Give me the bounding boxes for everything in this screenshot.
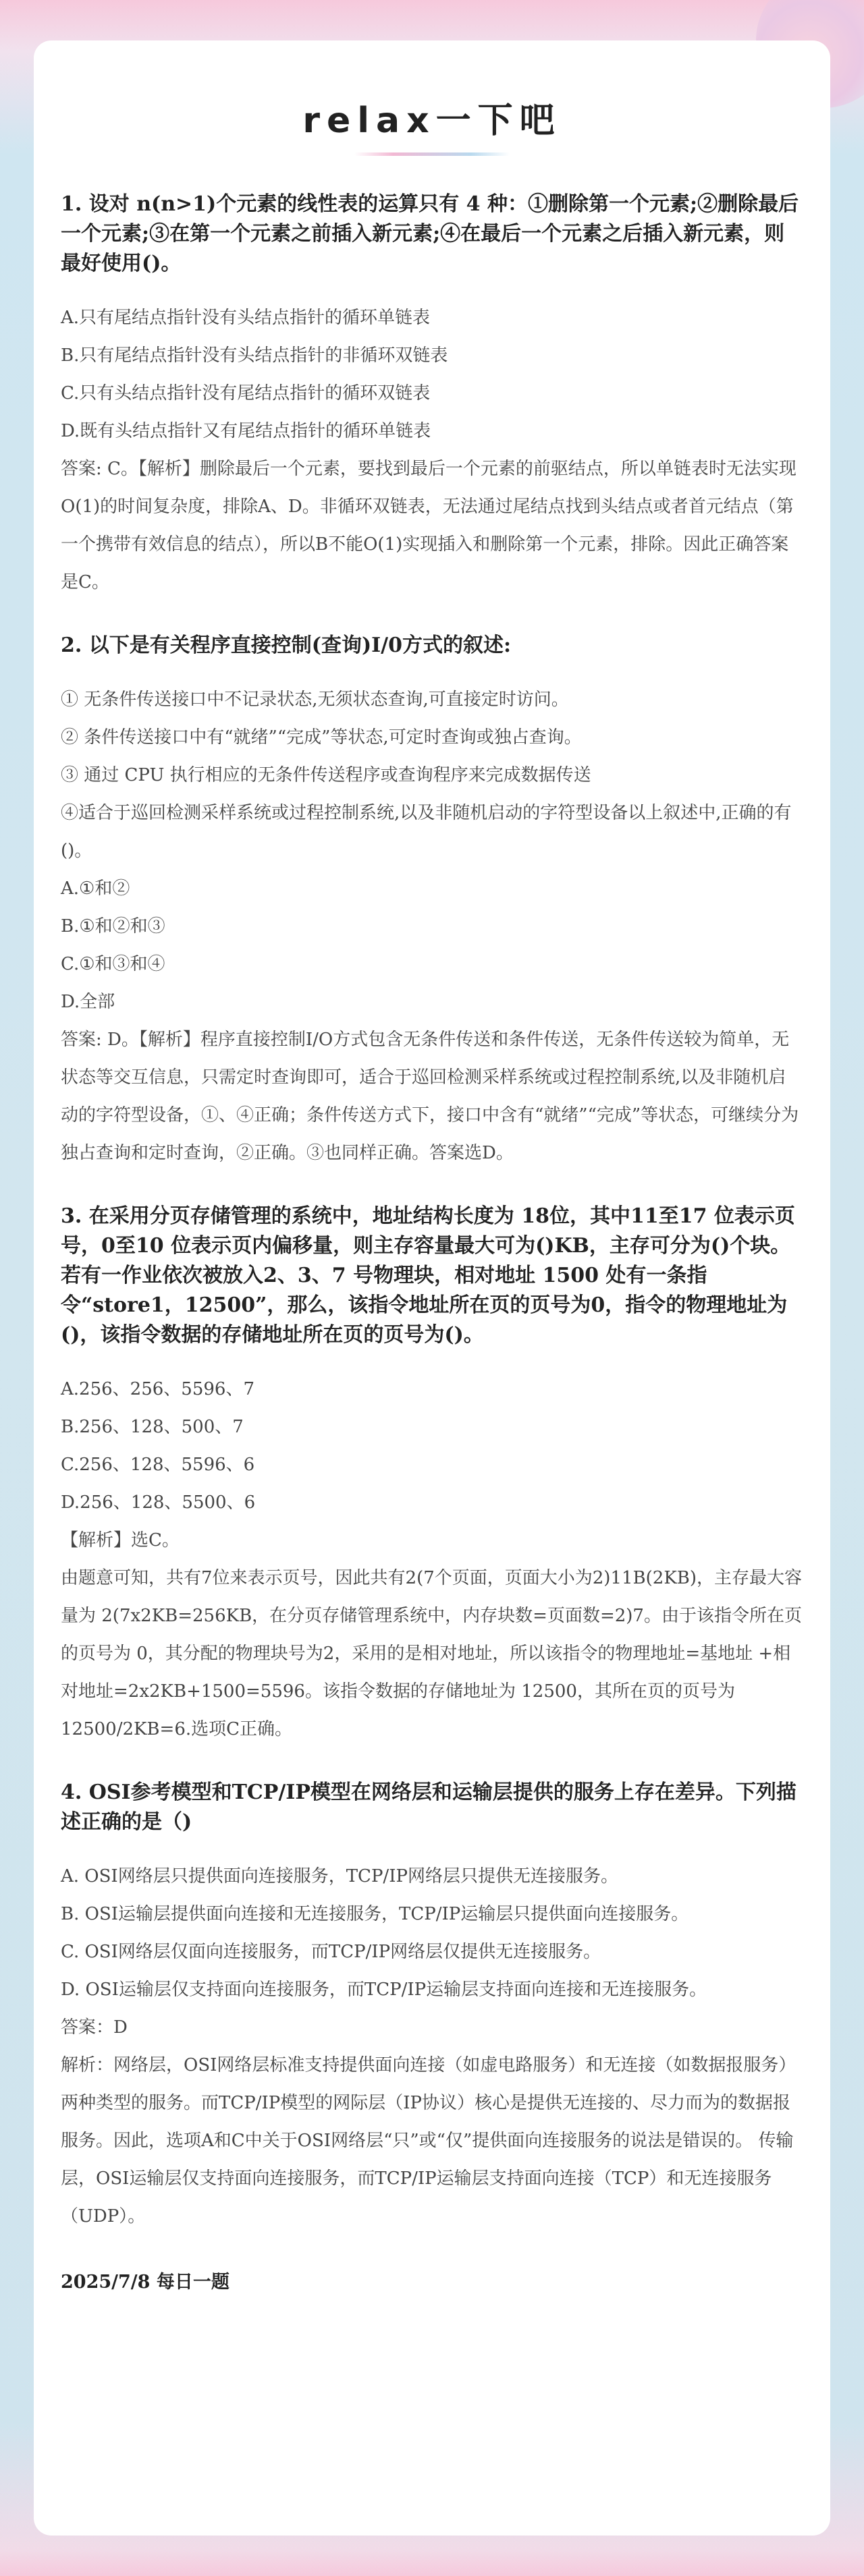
option-d: D.既有头结点指针又有尾结点指针的循环单链表: [61, 421, 431, 442]
answer-label: 答案：D: [61, 2017, 128, 2038]
statement-4: ④适合于巡回检测采样系统或过程控制系统,以及非随机启动的字符型设备以上叙述中,正确的有()。: [61, 803, 792, 862]
option-b: B.只有尾结点指针没有头结点指针的非循环双链表: [61, 345, 448, 366]
question-title: 4. OSI参考模型和TCP/IP模型在网络层和运输层提供的服务上存在差异。下列描述正确的是（): [61, 1781, 796, 1835]
option-c: C.256、128、5596、6: [61, 1455, 255, 1476]
question-title: 1. 设对 n(n>1)个元素的线性表的运算只有 4 种：①删除第一个元素;②删除最后一个元素;③在第一个元素之前插入新元素;④在最后一个元素之后插入新元素，则最好使用()。: [61, 192, 799, 276]
answer-explanation: 答案: C。【解析】删除最后一个元素，要找到最后一个元素的前驱结点，所以单链表时无法实现O(1)的时间复杂度，排除A、D。非循环双链表，无法通过尾结点找到头结点或者首元结点（第一个携带有效信息的结点），所以B不能O(1)实现插入和删除第一个元素，排除。因此正确答案是C。: [61, 459, 796, 593]
option-d: D. OSI运输层仅支持面向连接服务，而TCP/IP运输层支持面向连接和无连接服务。: [61, 1980, 707, 2000]
option-a: A.①和②: [61, 878, 130, 899]
option-a: A.256、256、5596、7: [61, 1379, 255, 1400]
option-c: C.①和③和④: [61, 954, 165, 975]
option-a: A. OSI网络层只提供面向连接服务，TCP/IP网络层只提供无连接服务。: [61, 1866, 618, 1887]
question-title: 2. 以下是有关程序直接控制(查询)I/0方式的叙述:: [61, 634, 512, 658]
title-underline: [354, 152, 510, 156]
option-b: B.256、128、500、7: [61, 1417, 244, 1438]
question-1: [61, 190, 803, 601]
option-c: C. OSI网络层仅面向连接服务，而TCP/IP网络层仅提供无连接服务。: [61, 1942, 601, 1963]
option-b: B. OSI运输层提供面向连接和无连接服务，TCP/IP运输层只提供面向连接服务。: [61, 1904, 689, 1925]
footer-date: 2025/7/8 每日一题: [61, 2272, 230, 2293]
question-3: [61, 1202, 803, 1748]
answer-explanation: 由题意可知，共有7位来表示页号，因此共有2(7个页面，页面大小为2)11B(2KB)，主存最大容量为 2(7x2KB=256KB，在分页存储管理系统中，内存块数=页面数=2)7。由于该指令所在页的页号为 0，其分配的物理块号为2，采用的是相对地址，所以该指令的物理地址=基地址 +相对地址=2x2KB+1500=5596。该指令数据的存储地址为 12500，其所在页的页号为12500/2KB=6.选项C正确。: [61, 1568, 803, 1740]
answer-explanation: 答案: D。【解析】程序直接控制I/O方式包含无条件传送和条件传送，无条件传送较为简单，无状态等交互信息，只需定时查询即可，适合于巡回检测采样系统或过程控制系统,以及非随机启动的字符型设备，①、④正确；条件传送方式下，接口中含有“就绪”“完成”等状态，可继续分为独占查询和定时查询，②正确。③也同样正确。答案选D。: [61, 1030, 799, 1164]
option-b: B.①和②和③: [61, 916, 165, 937]
statement-3: ③ 通过 CPU 执行相应的无条件传送程序或查询程序来完成数据传送: [61, 765, 591, 786]
statement-1: ① 无条件传送接口中不记录状态,无须状态查询,可直接定时访问。: [61, 690, 569, 710]
page-title: relax一下吧: [302, 101, 562, 141]
option-d: D.256、128、5500、6: [61, 1492, 256, 1513]
question-4: [61, 1778, 803, 2235]
answer-explanation: 解析：网络层，OSI网络层标准支持提供面向连接（如虚电路服务）和无连接（如数据报服务）两种类型的服务。而TCP/IP模型的网际层（IP协议）核心是提供无连接的、尽力而为的数据报服务。因此，选项A和C中关于OSI网络层“只”或“仅”提供面向连接服务的说法是错误的。 传输层，OSI运输层仅支持面向连接服务，而TCP/IP运输层支持面向连接（TCP）和无连接服务（UDP）。: [61, 2055, 796, 2227]
statement-2: ② 条件传送接口中有“就绪”“完成”等状态,可定时查询或独占查询。: [61, 727, 582, 748]
answer-label: 【解析】选C。: [61, 1530, 180, 1551]
content-card: [34, 40, 830, 2536]
option-c: C.只有头结点指针没有尾结点指针的循环双链表: [61, 383, 431, 404]
question-title: 3. 在采用分页存储管理的系统中，地址结构长度为 18位，其中11至17 位表示页号，0至10 位表示页内偏移量，则主存容量最大可为()KB，主存可分为()个块。若有一作业依次被放入2、3、7 号物理块，相对地址 1500 处有一条指令“store1，12500”，那么，该指令地址所在页的页号为0，指令的物理地址为()，该指令数据的存储地址所在页的页号为()。: [61, 1204, 795, 1347]
question-2: [61, 631, 803, 1172]
option-a: A.只有尾结点指针没有头结点指针的循环单链表: [61, 308, 431, 329]
option-d: D.全部: [61, 992, 115, 1013]
